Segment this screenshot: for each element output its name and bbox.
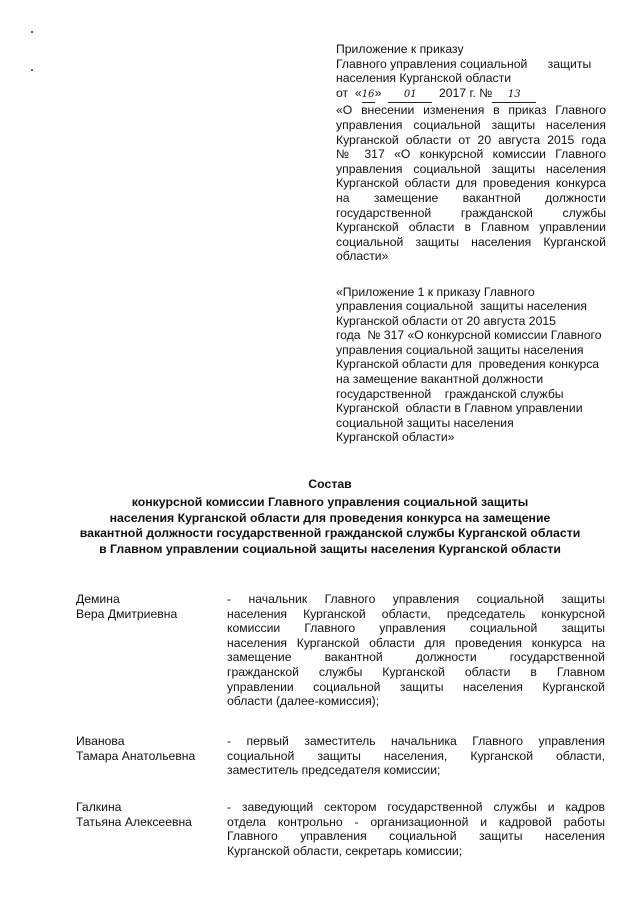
- member-given-name: Тамара Анатольевна: [76, 748, 196, 763]
- appendix-line: Курганской области от 20 августа 2015: [336, 313, 556, 328]
- title-line: в Главном управлении социальной защиты населения Курганской области: [99, 542, 561, 557]
- order-line: области»: [336, 249, 389, 264]
- order-line: управления социальной защиты населения: [336, 117, 606, 132]
- appendix-line: Курганской области в Главном управлении: [336, 401, 583, 416]
- role-line: комиссии Главного управления социальной защиты: [227, 621, 605, 636]
- order-line: управления социальной защиты населения: [336, 161, 606, 176]
- date-day: 16: [362, 88, 375, 104]
- member-given-name: Татьяна Алексеевна: [76, 814, 192, 829]
- scan-dot: [31, 69, 33, 71]
- appendix-line: года № 317 «О конкурсной комиссии Главного: [336, 328, 602, 343]
- appendix-reference: [336, 285, 606, 446]
- appendix-line: государственной гражданской службы: [336, 386, 564, 401]
- role-line: гражданской службы Курганской области в Главном: [227, 664, 605, 679]
- title-line: конкурсной комиссии Главного управления социальной защиты: [131, 494, 529, 509]
- role-line: отдела контрольно - организационной и кадровой работы: [227, 814, 605, 829]
- member-name: [76, 800, 216, 829]
- header-date-line: [336, 86, 606, 104]
- header-line: Приложение к приказу: [336, 42, 464, 56]
- date-prefix: от «: [336, 85, 362, 100]
- order-line: государственной гражданской службы: [336, 205, 606, 220]
- order-line: «О внесении изменения в приказ Главного: [336, 103, 606, 118]
- appendix-line: социальной защиты населения: [336, 415, 514, 430]
- order-reference: [336, 103, 606, 264]
- role-line: управлении социальной защиты населения Курганской: [227, 679, 605, 694]
- role-line: Курганской области, секретарь комиссии;: [227, 843, 463, 858]
- header-line: Главного управления социальной защиты: [336, 56, 592, 71]
- title-heading: Состав: [308, 477, 352, 491]
- member-role: [227, 734, 605, 778]
- member-surname: Галкина: [76, 800, 122, 814]
- member-surname: Демина: [76, 592, 120, 606]
- order-line: социальной защиты населения Курганской: [336, 234, 606, 249]
- member-role: [227, 800, 605, 858]
- member-name: [76, 592, 216, 621]
- date-year: 2017 г. №: [432, 85, 493, 100]
- document-title: [60, 477, 600, 558]
- appendix-line: «Приложение 1 к приказу Главного: [336, 284, 535, 299]
- role-line: населения Курганской области, председатель конкурсной: [227, 606, 605, 621]
- role-line: заместитель председателя комиссии;: [227, 763, 441, 778]
- title-line: населения Курганской области для проведения конкурса на замещение: [109, 510, 551, 525]
- appendix-line: управления социальной защиты населения: [336, 299, 587, 314]
- header-line: населения Курганской области: [336, 71, 512, 86]
- member-name: [76, 734, 216, 763]
- appendix-header: [336, 42, 606, 445]
- order-line: № 317 «О конкурсной комиссии Главного: [336, 147, 606, 162]
- role-line: замещение вакантной должности государственной: [227, 650, 605, 665]
- role-line: социальной защиты населения, Курганской области,: [227, 748, 605, 763]
- role-line: - начальник Главного управления социальной защиты: [227, 592, 605, 606]
- date-mid: »: [374, 85, 389, 100]
- order-line: Курганской области от 20 августа 2015 года: [336, 132, 606, 147]
- order-line: Курганской области для проведения конкурса: [336, 176, 606, 191]
- date-month: 01: [388, 88, 432, 104]
- date-number: 13: [492, 88, 536, 104]
- title-line: вакантной должности государственной гражданской службы Курганской области: [79, 526, 581, 541]
- role-line: - первый заместитель начальника Главного управления: [227, 734, 605, 748]
- member-role: [227, 592, 605, 709]
- role-line: Главного управления социальной защиты населения: [227, 829, 605, 844]
- role-line: населения Курганской области для проведения конкурса на: [227, 635, 605, 650]
- member-surname: Иванова: [76, 734, 125, 748]
- role-line: - заведующий сектором государственной службы и кадров: [227, 800, 605, 814]
- member-given-name: Вера Дмитриевна: [76, 606, 178, 621]
- appendix-line: управления социальной защиты населения: [336, 342, 584, 357]
- appendix-line: на замещение вакантной должности: [336, 372, 544, 387]
- order-line: на замещение вакантной должности: [336, 190, 606, 205]
- order-line: Курганской области в Главном управлении: [336, 220, 606, 235]
- role-line: области (далее-комиссия);: [227, 694, 380, 709]
- appendix-line: Курганской области»: [336, 430, 455, 445]
- scan-dot: [31, 31, 33, 33]
- appendix-line: Курганской области для проведения конкурса: [336, 357, 600, 372]
